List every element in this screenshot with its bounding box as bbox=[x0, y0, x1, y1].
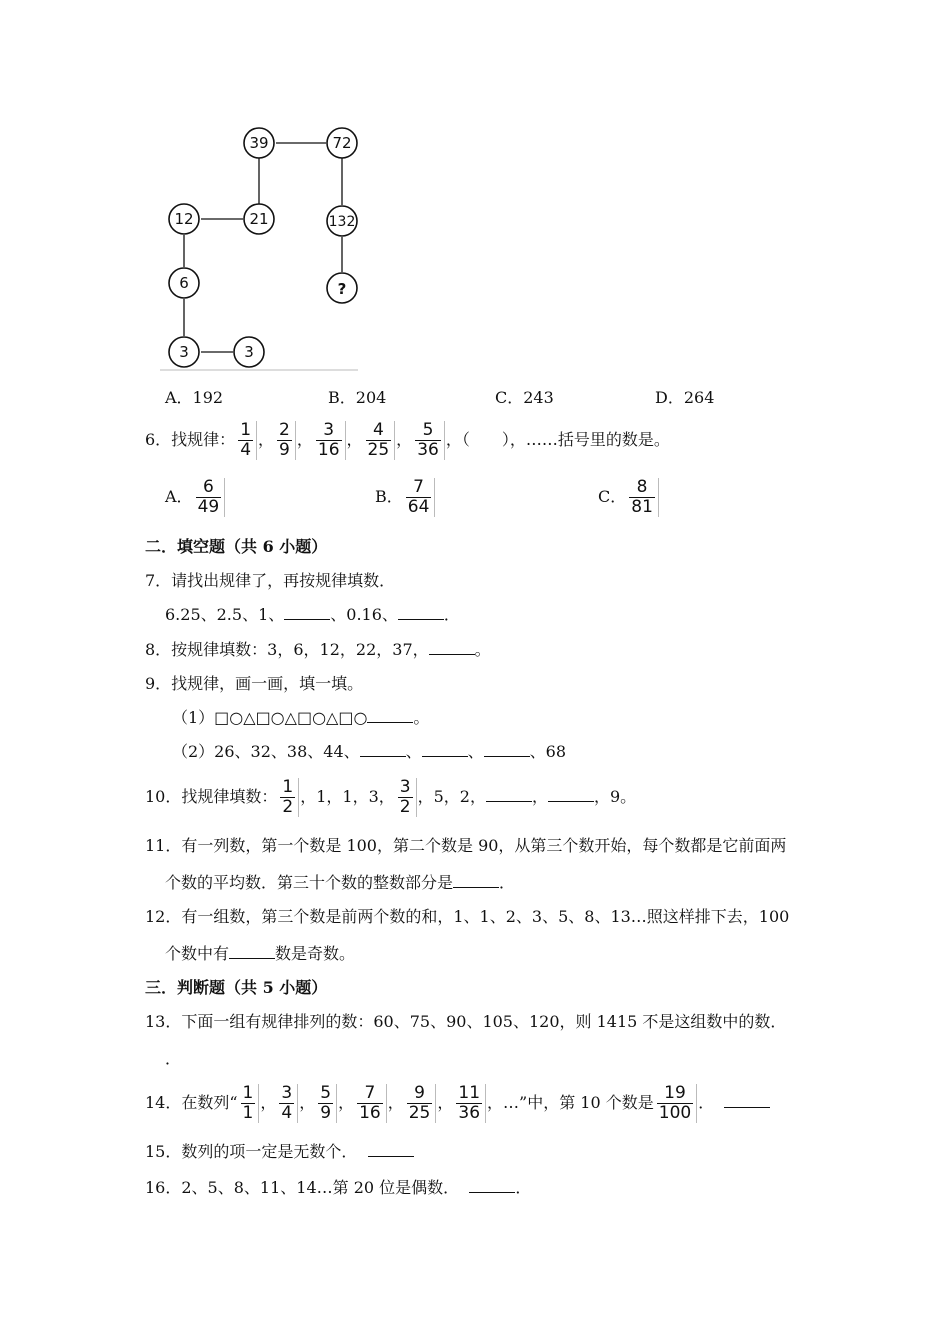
question-8: 8．按规律填数：3，6，12，22，37， 。 bbox=[145, 640, 491, 659]
fraction: $\frac{3}{16}$ bbox=[314, 421, 346, 460]
answer-blank[interactable] bbox=[486, 787, 532, 802]
question-15: 15．数列的项一定是无数个． bbox=[145, 1141, 414, 1163]
question-6: 6．找规律： $\frac{1}{4}$ ， $\frac{2}{9}$ ， $\frac{3}{16}$ ， $\frac{4}{25}$ ， $\frac{5}{36}$ ，（ ），……括号里的数是。 bbox=[145, 420, 670, 460]
node-label: 132 bbox=[328, 214, 356, 230]
question-11-line-2: 个数的平均数．第三十个数的整数部分是 ． bbox=[165, 873, 516, 892]
section-heading-true-false: 三．判断题（共 5 小题） bbox=[145, 978, 328, 997]
q5-option-a[interactable]: A．192 bbox=[165, 388, 224, 407]
answer-blank[interactable] bbox=[548, 787, 594, 802]
question-10: 10．找规律填数： $\frac{1}{2}$ ，1，1，3， $\frac{3}{2}$ ，5，2， ， ，9。 bbox=[145, 777, 637, 817]
fraction: $\frac{1}{1}$ bbox=[239, 1084, 260, 1123]
question-14: 14．在数列“ $\frac{1}{1}$ ， $\frac{3}{4}$ ， $\frac{5}{9}$ ， $\frac{7}{16}$ ， $\frac{9}{25}$ ， $\frac{11}{36}$ ，…”中，第 10 个数是 $\frac{19}{100}$ ． bbox=[145, 1080, 770, 1126]
answer-blank[interactable] bbox=[229, 944, 275, 959]
q5-option-c[interactable]: C．243 bbox=[495, 388, 554, 407]
fraction: $\frac{11}{36}$ bbox=[454, 1084, 486, 1123]
question-13-line-2: ． bbox=[165, 1049, 182, 1068]
node-label: 3 bbox=[179, 343, 189, 361]
question-16: 16．2、5、8、11、14…第 20 位是偶数． ． bbox=[145, 1178, 532, 1197]
question-9: 9．找规律，画一画，填一填。 bbox=[145, 674, 364, 693]
node-label: 39 bbox=[249, 134, 269, 152]
fraction: $\frac{19}{100}$ bbox=[655, 1084, 697, 1123]
question-9-part-2: （2）26、32、38、44、 、 、 、68 bbox=[172, 742, 567, 761]
question-9-part-1: （1）□○△□○△□○△□○ 。 bbox=[172, 708, 430, 727]
answer-blank[interactable] bbox=[368, 1142, 414, 1157]
q5-option-d[interactable]: D．264 bbox=[655, 388, 715, 407]
question-7-sequence: 6.25、2.5、1、 、0.16、 ． bbox=[165, 605, 460, 624]
q5-option-b[interactable]: B．204 bbox=[328, 388, 387, 407]
q6-suffix: （ ），……括号里的数是。 bbox=[461, 430, 670, 449]
answer-blank[interactable] bbox=[422, 742, 468, 757]
node-label: 21 bbox=[249, 210, 269, 228]
question-13-line-1: 13．下面一组有规律排列的数：60、75、90、105、120，则 1415 不是这组数中的数． bbox=[145, 1012, 787, 1031]
question-12-line-1: 12．有一组数，第三个数是前两个数的和，1、1、2、3、5、8、13…照这样排下去，100 bbox=[145, 907, 790, 926]
fraction: $\frac{3}{2}$ bbox=[396, 778, 417, 817]
answer-blank[interactable] bbox=[469, 1178, 515, 1193]
answer-blank[interactable] bbox=[398, 605, 444, 620]
fraction: $\frac{5}{9}$ bbox=[316, 1084, 337, 1123]
answer-blank[interactable] bbox=[724, 1093, 770, 1108]
q6-prefix: 6．找规律： bbox=[145, 430, 236, 449]
fraction: $\frac{4}{25}$ bbox=[364, 421, 396, 460]
fraction: $\frac{2}{9}$ bbox=[275, 421, 296, 460]
fraction: $\frac{1}{4}$ bbox=[236, 421, 257, 460]
question-11-line-1: 11．有一列数，第一个数是 100，第二个数是 90，从第三个数开始，每个数都是它前面两 bbox=[145, 836, 787, 855]
answer-blank[interactable] bbox=[284, 605, 330, 620]
answer-blank[interactable] bbox=[484, 742, 530, 757]
q6-option-b[interactable]: B． $\frac{7}{64}$ bbox=[375, 475, 436, 519]
answer-blank[interactable] bbox=[367, 708, 413, 723]
fraction: $\frac{5}{36}$ bbox=[413, 421, 445, 460]
fraction: $\frac{3}{4}$ bbox=[277, 1084, 298, 1123]
node-label: 3 bbox=[244, 343, 254, 361]
fraction: $\frac{9}{25}$ bbox=[405, 1084, 437, 1123]
answer-blank[interactable] bbox=[360, 742, 406, 757]
fraction: $\frac{7}{16}$ bbox=[355, 1084, 387, 1123]
q6-option-a[interactable]: A． $\frac{6}{49}$ bbox=[165, 475, 226, 519]
q6-option-c[interactable]: C． $\frac{8}{81}$ bbox=[598, 475, 660, 519]
question-7: 7．请找出规律了，再按规律填数． bbox=[145, 571, 396, 590]
number-path-diagram bbox=[160, 118, 360, 373]
fraction: $\frac{1}{2}$ bbox=[278, 778, 299, 817]
node-label: ? bbox=[337, 280, 347, 298]
answer-blank[interactable] bbox=[453, 873, 499, 888]
section-heading-fill-in: 二．填空题（共 6 小题） bbox=[145, 537, 328, 556]
node-label: 6 bbox=[179, 274, 189, 292]
answer-blank[interactable] bbox=[429, 640, 475, 655]
node-label: 72 bbox=[332, 134, 352, 152]
node-label: 12 bbox=[174, 210, 194, 228]
question-12-line-2: 个数中有 数是奇数。 bbox=[165, 944, 356, 963]
